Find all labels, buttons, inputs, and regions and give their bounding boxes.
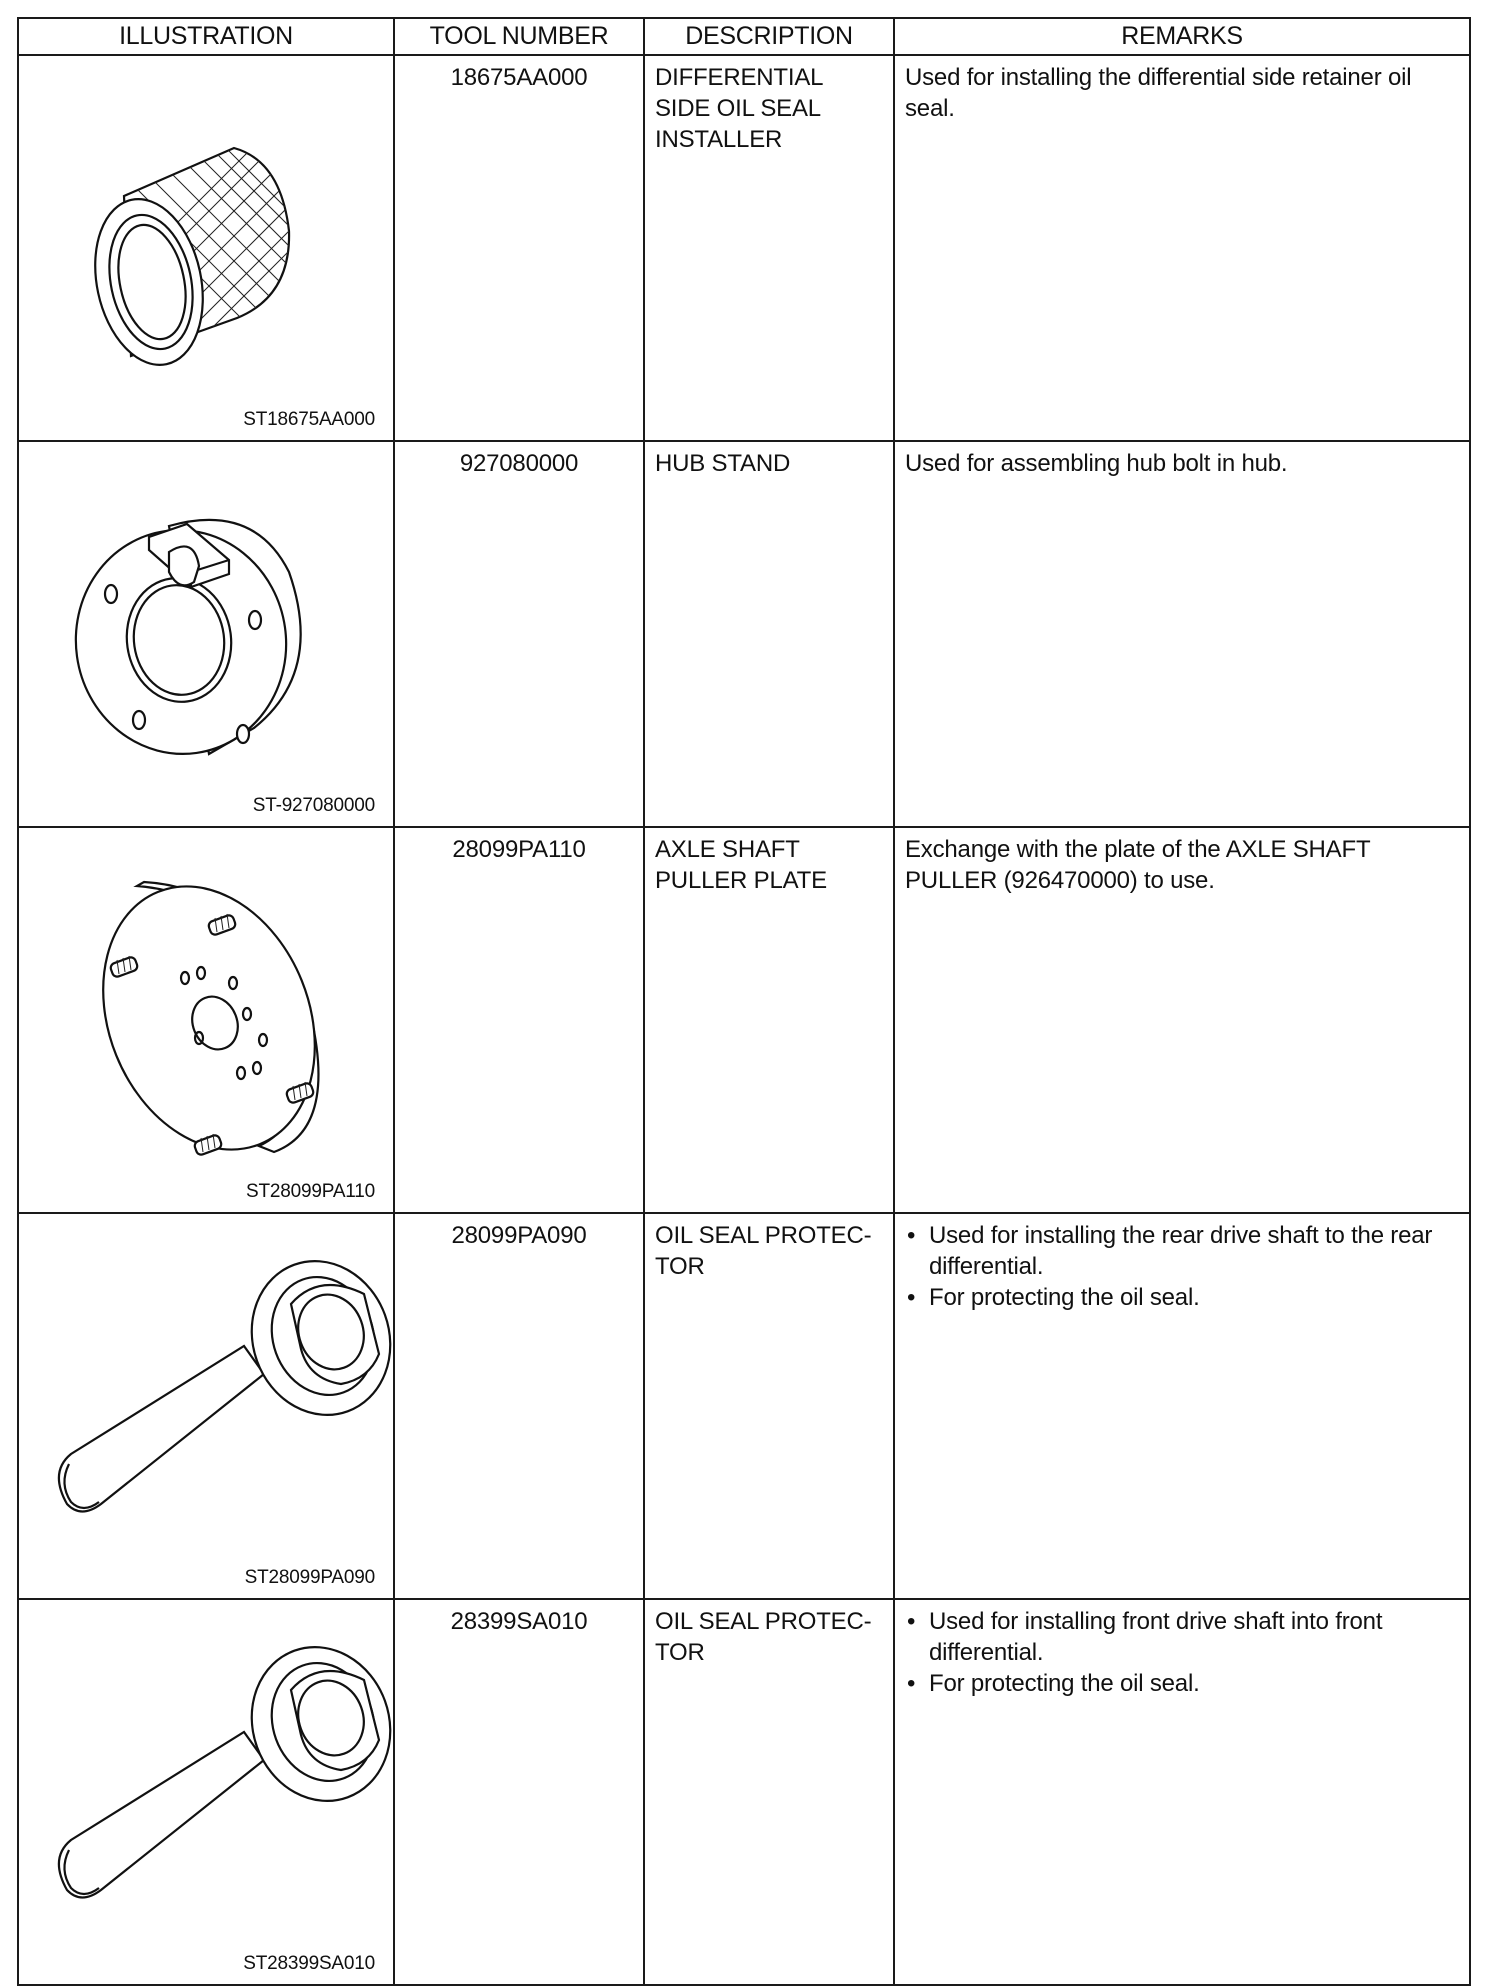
header-row	[18, 18, 1470, 55]
remarks-list	[905, 1220, 1459, 1313]
axle-shaft-puller-plate-icon	[19, 828, 395, 1200]
illustration-caption: ST28399SA010	[243, 1953, 375, 1974]
oil-seal-protector-icon	[19, 1214, 395, 1586]
header-remarks: REMARKS	[894, 18, 1470, 55]
hub-stand-icon	[19, 442, 395, 814]
tool-number-cell: 28399SA010	[394, 1599, 644, 1985]
tool-number-cell: 28099PA090	[394, 1213, 644, 1599]
header-tool-number: TOOL NUMBER	[394, 18, 644, 55]
header-illustration: ILLUSTRATION	[18, 18, 394, 55]
remarks-cell: Exchange with the plate of the AXLE SHAFT PULLER (926470000) to use.	[894, 827, 1470, 1213]
remark-bullet: • Used for installing front drive shaft into front differential.	[905, 1606, 1459, 1668]
remark-bullet: • For protecting the oil seal.	[905, 1668, 1459, 1699]
description-cell: DIFFERENTIAL SIDE OIL SEAL INSTALLER	[644, 55, 894, 441]
illustration-cell	[18, 441, 394, 827]
illustration-cell	[18, 1599, 394, 1985]
table-row	[18, 55, 1470, 441]
oil-seal-installer-icon	[19, 56, 395, 428]
table-row	[18, 1599, 1470, 1985]
remarks-cell: Used for assembling hub bolt in hub.	[894, 441, 1470, 827]
tool-number-cell: 28099PA110	[394, 827, 644, 1213]
remark-bullet: • For protecting the oil seal.	[905, 1282, 1459, 1313]
remarks-cell	[894, 1213, 1470, 1599]
description-cell: HUB STAND	[644, 441, 894, 827]
illustration-cell	[18, 827, 394, 1213]
table-row	[18, 1213, 1470, 1599]
remarks-list	[905, 1606, 1459, 1699]
table-row	[18, 441, 1470, 827]
illustration-cell	[18, 1213, 394, 1599]
illustration-caption: ST28099PA090	[244, 1567, 375, 1588]
description-cell: OIL SEAL PROTEC-TOR	[644, 1213, 894, 1599]
special-tools-table	[17, 17, 1471, 1986]
illustration-caption: ST28099PA110	[246, 1181, 375, 1202]
description-cell: AXLE SHAFT PULLER PLATE	[644, 827, 894, 1213]
table-row	[18, 827, 1470, 1213]
tool-number-cell: 927080000	[394, 441, 644, 827]
illustration-caption: ST18675AA000	[243, 409, 375, 430]
tool-number-cell: 18675AA000	[394, 55, 644, 441]
illustration-cell	[18, 55, 394, 441]
remark-bullet: • Used for installing the rear drive shaft to the rear differential.	[905, 1220, 1459, 1282]
oil-seal-protector-icon	[19, 1600, 395, 1972]
illustration-caption: ST-927080000	[252, 795, 375, 816]
description-cell: OIL SEAL PROTEC-TOR	[644, 1599, 894, 1985]
remarks-cell	[894, 1599, 1470, 1985]
header-description: DESCRIPTION	[644, 18, 894, 55]
remarks-cell: Used for installing the differential side retainer oil seal.	[894, 55, 1470, 441]
